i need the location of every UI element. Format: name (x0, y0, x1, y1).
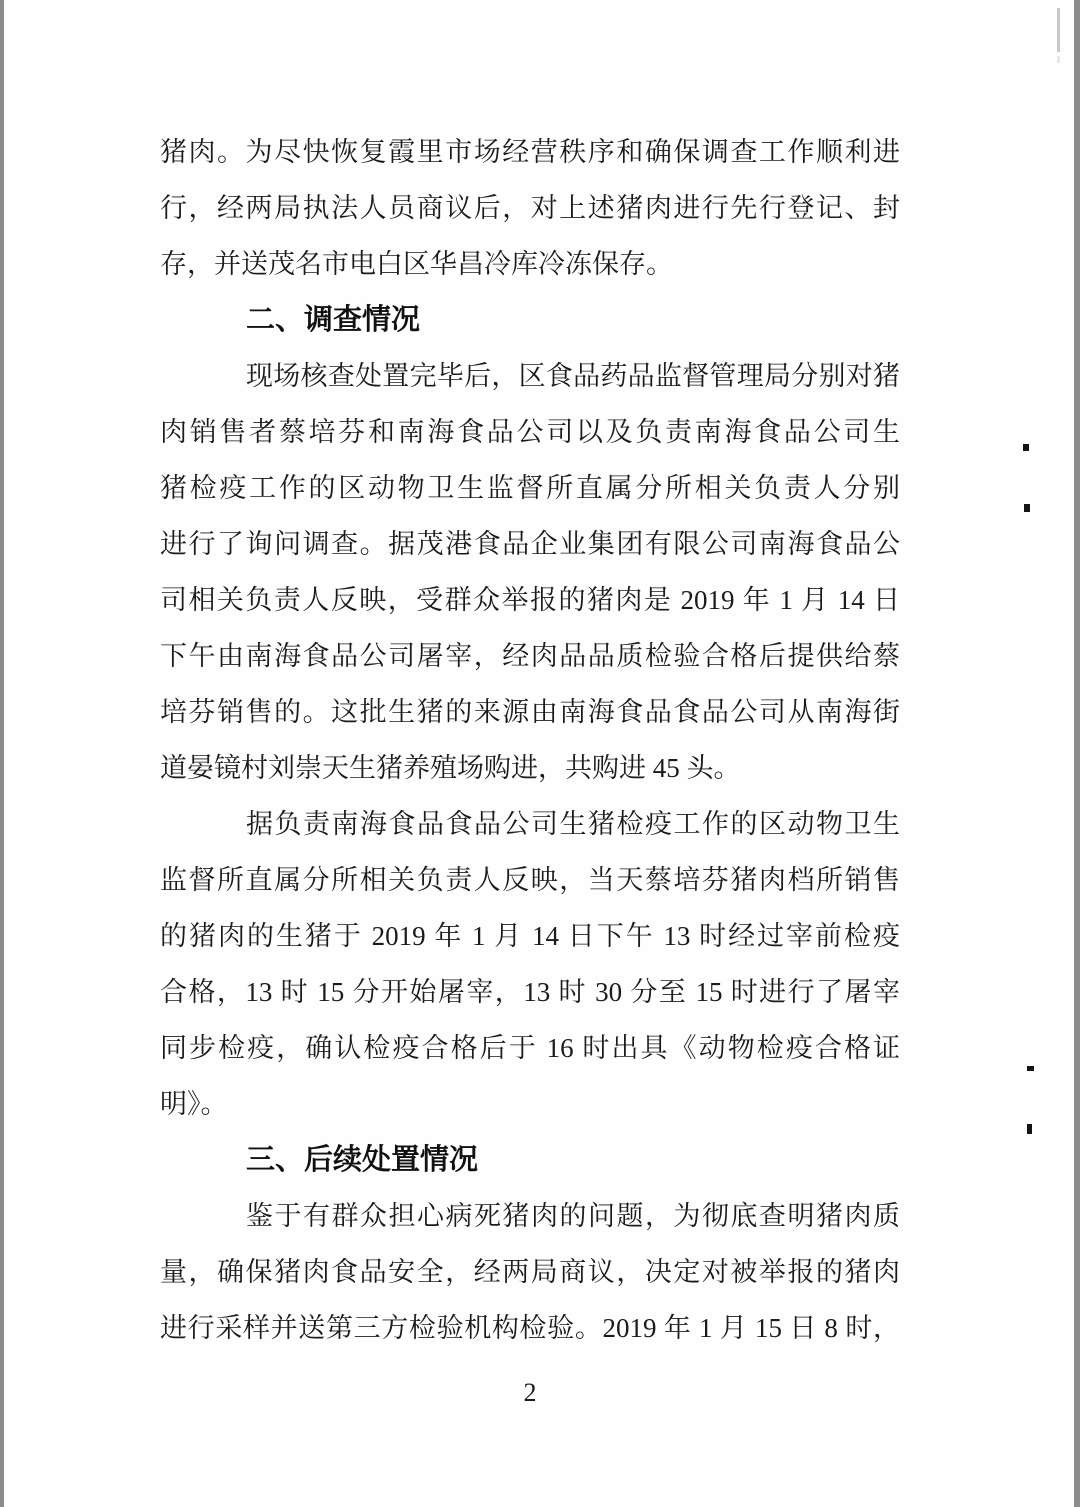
text-line: 同步检疫，确认检疫合格后于 16 时出具《动物检疫合格证 (160, 1033, 900, 1063)
text-line: 量，确保猪肉食品安全，经两局商议，决定对被举报的猪肉 (160, 1257, 900, 1287)
scan-mark (1024, 504, 1030, 512)
section-heading: 三、后续处置情况 (246, 1144, 479, 1176)
text-line: 合格，13 时 15 分开始屠宰，13 时 30 分至 15 时进行了屠宰 (160, 977, 900, 1007)
text-line: 肉销售者蔡培芬和南海食品公司以及负责南海食品公司生 (160, 417, 900, 447)
text-line: 司相关负责人反映，受群众举报的猪肉是 2019 年 1 月 14 日 (160, 585, 900, 615)
scrollbar-thumb-tail[interactable] (1057, 56, 1060, 63)
right-edge-strip (1074, 0, 1080, 1507)
text-line: 进行了询问调查。据茂港食品企业集团有限公司南海食品公 (160, 529, 900, 559)
text-line: 据负责南海食品食品公司生猪检疫工作的区动物卫生 (246, 809, 900, 839)
scan-mark (1027, 1066, 1034, 1071)
text-line: 明》。 (160, 1089, 228, 1119)
text-line: 鉴于有群众担心病死猪肉的问题，为彻底查明猪肉质 (246, 1201, 900, 1231)
left-edge-strip (0, 0, 4, 1507)
text-line: 行，经两局执法人员商议后，对上述猪肉进行先行登记、封 (160, 193, 900, 223)
text-line: 进行采样并送第三方检验机构检验。2019 年 1 月 15 日 8 时， (160, 1313, 900, 1343)
document-text-block (160, 130, 900, 1362)
text-line: 监督所直属分所相关负责人反映，当天蔡培芬猪肉档所销售 (160, 865, 900, 895)
text-line: 存，并送茂名市电白区华昌冷库冷冻保存。 (160, 249, 673, 279)
scan-mark (1023, 444, 1029, 451)
text-line: 道晏镜村刘崇天生猪养殖场购进，共购进 45 头。 (160, 753, 741, 783)
text-line: 猪肉。为尽快恢复霞里市场经营秩序和确保调查工作顺利进 (160, 137, 900, 167)
text-line: 的猪肉的生猪于 2019 年 1 月 14 日下午 13 时经过宰前检疫 (160, 921, 900, 951)
text-line: 下午由南海食品公司屠宰，经肉品品质检验合格后提供给蔡 (160, 641, 900, 671)
scrollbar-thumb[interactable] (1057, 8, 1060, 52)
scan-mark (1027, 1124, 1032, 1134)
text-line: 猪检疫工作的区动物卫生监督所直属分所相关负责人分别 (160, 473, 900, 503)
text-line: 现场核查处置完毕后，区食品药品监督管理局分别对猪 (246, 361, 900, 391)
text-line: 培芬销售的。这批生猪的来源由南海食品食品公司从南海街 (160, 697, 900, 727)
section-heading: 二、调查情况 (246, 304, 421, 336)
page-number: 2 (523, 1378, 537, 1407)
